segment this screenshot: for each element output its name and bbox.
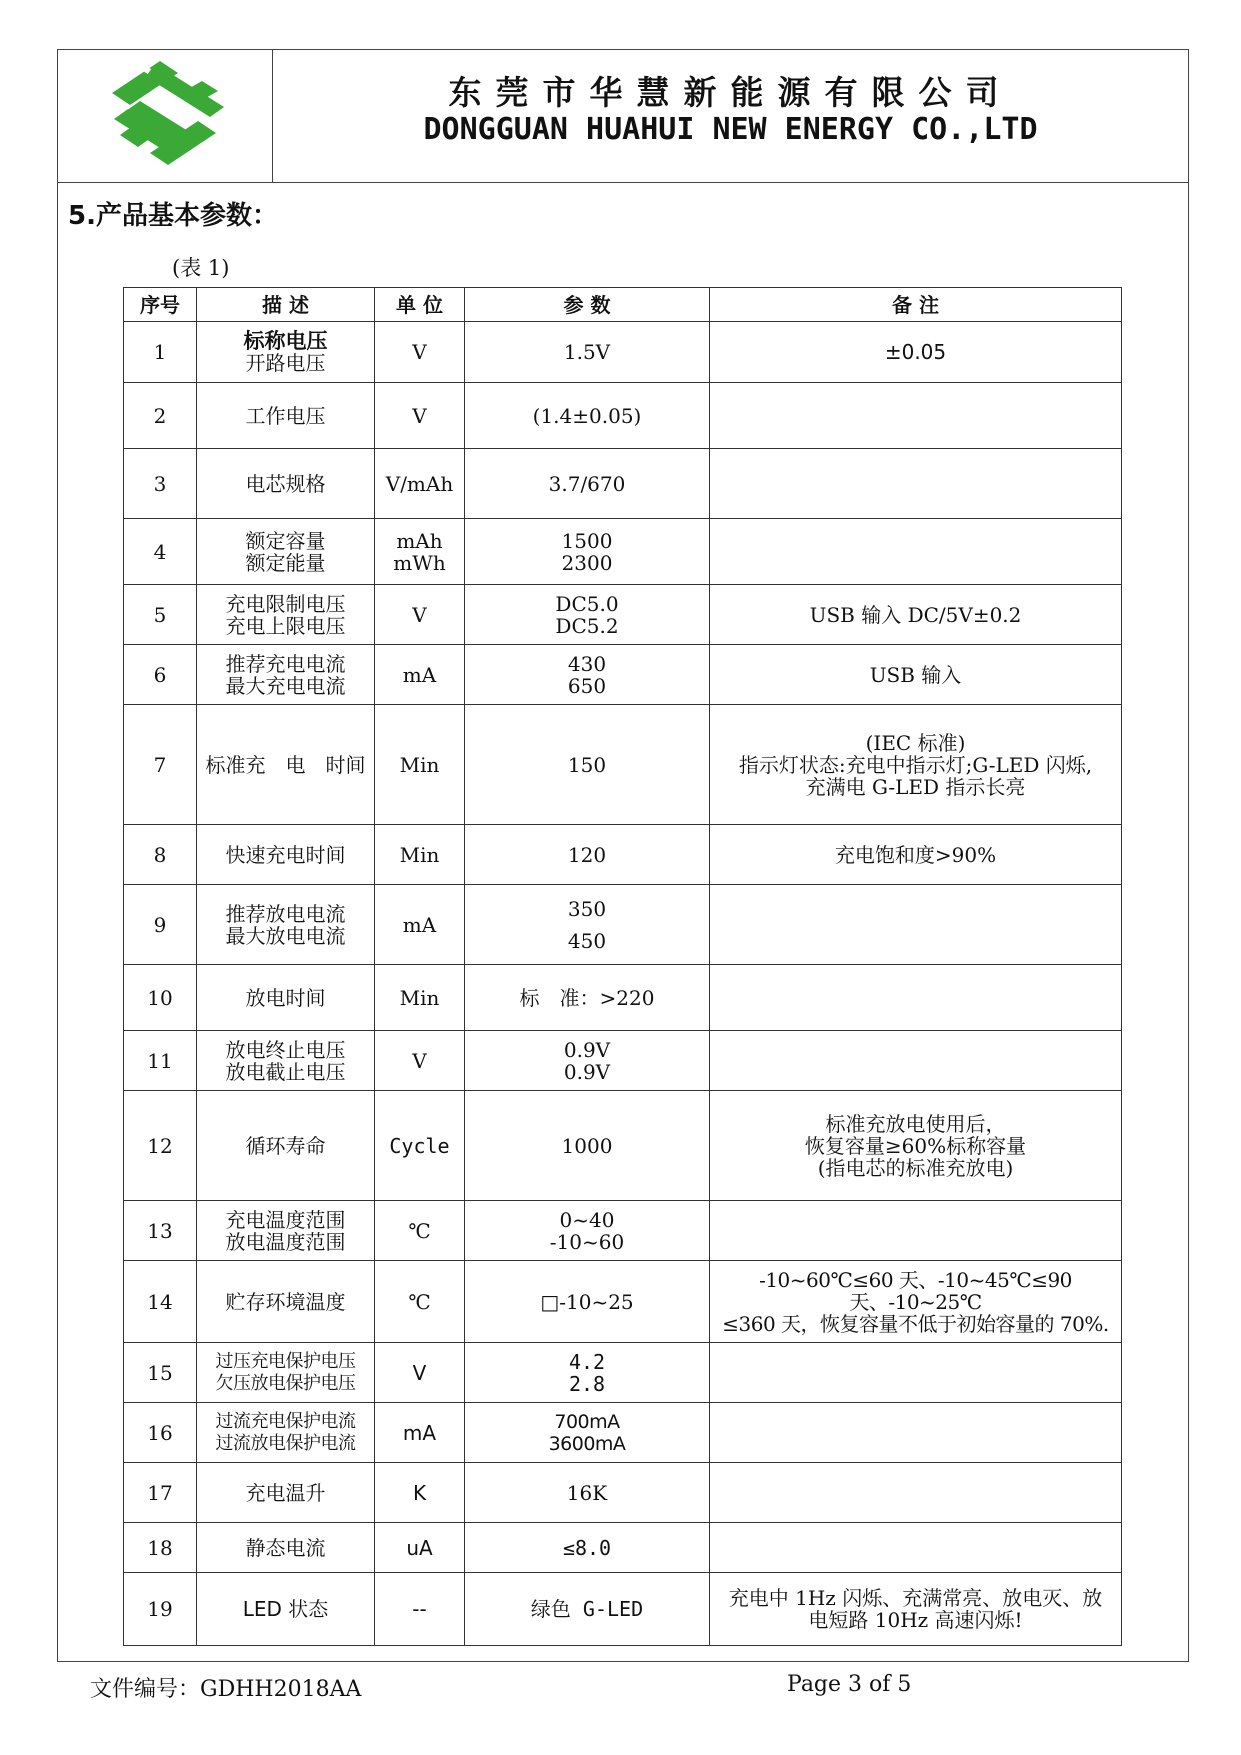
section-title: 5.产品基本参数： [68, 201, 278, 231]
row-param: 0~40 -10~60 [465, 1201, 710, 1261]
row-note: 充电饱和度>90% [710, 825, 1122, 885]
row-param: DC5.0 DC5.2 [465, 585, 710, 645]
row-desc: 充电温度范围 放电温度范围 [197, 1201, 375, 1261]
row-desc: 电芯规格 [197, 449, 375, 519]
huahui-logo-icon [100, 59, 230, 171]
table-row [124, 1091, 1122, 1201]
table-header-row [124, 288, 1122, 322]
row-no: 2 [124, 383, 197, 449]
row-desc: 循环寿命 [197, 1091, 375, 1201]
row-no: 6 [124, 645, 197, 705]
row-note [710, 1201, 1122, 1261]
row-no: 14 [124, 1261, 197, 1343]
row-unit: Min [375, 705, 465, 825]
row-no: 7 [124, 705, 197, 825]
row-unit: -- [375, 1573, 465, 1646]
row-desc: 过压充电保护电压 欠压放电保护电压 [197, 1343, 375, 1403]
page-number: Page 3 of 5 [787, 1672, 912, 1697]
row-no: 16 [124, 1403, 197, 1463]
row-param: 700mA 3600mA [465, 1403, 710, 1463]
row-note: 标准充放电使用后， 恢复容量≥60%标称容量 (指电芯的标准充放电) [710, 1091, 1122, 1201]
row-note [710, 1343, 1122, 1403]
row-note: USB 输入 DC/5V±0.2 [710, 585, 1122, 645]
row-unit: mAh mWh [375, 519, 465, 585]
header-desc: 描 述 [197, 288, 375, 322]
table-row [124, 825, 1122, 885]
row-no: 19 [124, 1573, 197, 1646]
document-number: 文件编号：GDHH2018AA [90, 1677, 362, 1702]
row-unit: ℃ [375, 1261, 465, 1343]
company-name-cn: 东莞市华慧新能源有限公司 [448, 73, 1013, 112]
parameters-table [123, 287, 1122, 1646]
logo-cell [58, 50, 273, 182]
row-note: -10~60℃≤60 天、-10~45℃≤90 天、-10~25℃ ≤360 天，恢复容量不低于初始容量的 70%. [710, 1261, 1122, 1343]
row-no: 15 [124, 1343, 197, 1403]
row-no: 9 [124, 885, 197, 965]
row-note: ±0.05 [710, 322, 1122, 383]
row-desc: 放电时间 [197, 965, 375, 1031]
row-no: 10 [124, 965, 197, 1031]
row-desc: 推荐充电电流 最大充电电流 [197, 645, 375, 705]
row-param: 1.5V [465, 322, 710, 383]
table-row [124, 1261, 1122, 1343]
company-name-block [273, 74, 1188, 148]
row-param: 430 650 [465, 645, 710, 705]
row-unit: mA [375, 1403, 465, 1463]
row-unit: V [375, 322, 465, 383]
row-desc: 快速充电时间 [197, 825, 375, 885]
row-unit: Cycle [375, 1091, 465, 1201]
row-desc: 推荐放电电流 最大放电电流 [197, 885, 375, 965]
table-row [124, 1403, 1122, 1463]
row-no: 13 [124, 1201, 197, 1261]
row-desc: 静态电流 [197, 1523, 375, 1573]
row-param: 4.2 2.8 [465, 1343, 710, 1403]
row-unit: Min [375, 965, 465, 1031]
row-unit: V [375, 1031, 465, 1091]
row-desc: 放电终止电压 放电截止电压 [197, 1031, 375, 1091]
row-param: 绿色 G-LED [465, 1573, 710, 1646]
table-row [124, 1343, 1122, 1403]
row-note [710, 1523, 1122, 1573]
row-note [710, 519, 1122, 585]
row-param: ≤8.0 [465, 1523, 710, 1573]
header-no: 序号 [124, 288, 197, 322]
row-unit: V [375, 383, 465, 449]
row-unit: mA [375, 645, 465, 705]
row-note: USB 输入 [710, 645, 1122, 705]
row-param: 350 450 [465, 885, 710, 965]
row-unit: V [375, 585, 465, 645]
row-param: 标 准：>220 [465, 965, 710, 1031]
row-unit: ℃ [375, 1201, 465, 1261]
row-note [710, 1031, 1122, 1091]
table-row [124, 383, 1122, 449]
table-row [124, 1201, 1122, 1261]
table-caption: (表 1) [172, 256, 230, 280]
row-no: 3 [124, 449, 197, 519]
header-param: 参 数 [465, 288, 710, 322]
table-row [124, 1463, 1122, 1523]
document-header [58, 50, 1188, 183]
row-note [710, 1403, 1122, 1463]
table-row [124, 1031, 1122, 1091]
row-note [710, 965, 1122, 1031]
row-desc: LED 状态 [197, 1573, 375, 1646]
row-note: 充电中 1Hz 闪烁、充满常亮、放电灭、放 电短路 10Hz 高速闪烁! [710, 1573, 1122, 1646]
row-note [710, 885, 1122, 965]
row-unit: V/mAh [375, 449, 465, 519]
row-desc: 标称电压 开路电压 [197, 322, 375, 383]
row-param: □-10~25 [465, 1261, 710, 1343]
table-row [124, 1523, 1122, 1573]
row-desc: 充电限制电压 充电上限电压 [197, 585, 375, 645]
row-note [710, 449, 1122, 519]
row-param: 0.9V 0.9V [465, 1031, 710, 1091]
row-param: (1.4±0.05) [465, 383, 710, 449]
row-no: 18 [124, 1523, 197, 1573]
row-unit: K [375, 1463, 465, 1523]
row-no: 11 [124, 1031, 197, 1091]
company-name-en: DONGGUAN HUAHUI NEW ENERGY CO.,LTD [423, 112, 1038, 147]
row-param: 150 [465, 705, 710, 825]
table-row [124, 322, 1122, 383]
table-row [124, 705, 1122, 825]
header-note: 备 注 [710, 288, 1122, 322]
row-unit: Min [375, 825, 465, 885]
table-row [124, 585, 1122, 645]
table-row [124, 965, 1122, 1031]
table-row [124, 885, 1122, 965]
row-unit: V [375, 1343, 465, 1403]
row-param: 3.7/670 [465, 449, 710, 519]
row-desc: 工作电压 [197, 383, 375, 449]
table-row [124, 519, 1122, 585]
row-param: 120 [465, 825, 710, 885]
row-desc: 过流充电保护电流 过流放电保护电流 [197, 1403, 375, 1463]
row-no: 4 [124, 519, 197, 585]
table-row [124, 449, 1122, 519]
row-no: 8 [124, 825, 197, 885]
header-unit: 单 位 [375, 288, 465, 322]
row-param: 1000 [465, 1091, 710, 1201]
row-no: 12 [124, 1091, 197, 1201]
row-note [710, 383, 1122, 449]
row-desc: 标准充 电 时间 [197, 705, 375, 825]
row-desc: 额定容量 额定能量 [197, 519, 375, 585]
row-unit: uA [375, 1523, 465, 1573]
row-note: (IEC 标准) 指示灯状态:充电中指示灯;G-LED 闪烁, 充满电 G-LED 指示长亮 [710, 705, 1122, 825]
row-param: 1500 2300 [465, 519, 710, 585]
row-desc: 贮存环境温度 [197, 1261, 375, 1343]
row-no: 17 [124, 1463, 197, 1523]
table-row [124, 645, 1122, 705]
row-note [710, 1463, 1122, 1523]
table-row [124, 1573, 1122, 1646]
row-unit: mA [375, 885, 465, 965]
row-param: 16K [465, 1463, 710, 1523]
row-no: 5 [124, 585, 197, 645]
row-no: 1 [124, 322, 197, 383]
row-desc: 充电温升 [197, 1463, 375, 1523]
